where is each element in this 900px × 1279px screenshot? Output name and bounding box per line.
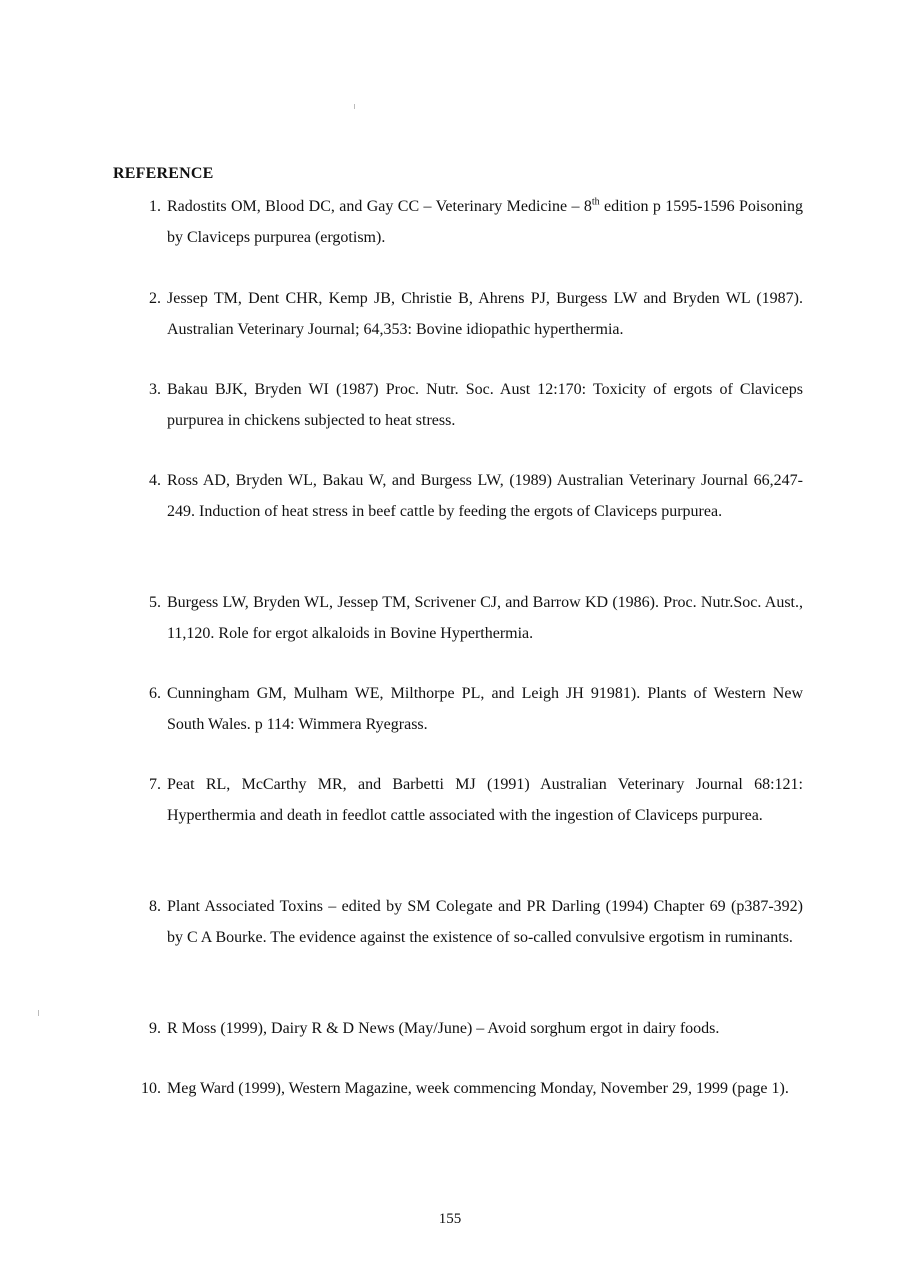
page-number: 155 xyxy=(438,1211,462,1227)
reference-item-7 xyxy=(133,769,803,831)
reference-item-1 xyxy=(133,191,803,253)
reference-text: Ross AD, Bryden WL, Bakau W, and Burgess LW, (1989) Australian Veterinary Journal 66,247-249. Induction of heat stress in beef cattle by feeding the ergots of Claviceps purpurea. xyxy=(167,472,803,520)
reference-number: 5. xyxy=(149,594,161,611)
reference-item-2 xyxy=(133,283,803,345)
reference-text: Cunningham GM, Mulham WE, Milthorpe PL, and Leigh JH 91981). Plants of Western New South Wales. p 114: Wimmera Ryegrass. xyxy=(167,685,803,733)
reference-number: 10. xyxy=(141,1080,161,1097)
reference-text: R Moss (1999), Dairy R & D News (May/June) – Avoid sorghum ergot in dairy foods. xyxy=(167,1020,720,1037)
reference-number: 4. xyxy=(149,472,161,489)
reference-text: Jessep TM, Dent CHR, Kemp JB, Christie B, Ahrens PJ, Burgess LW and Bryden WL (1987). Australian Veterinary Journal; 64,353: Bovine idiopathic hyperthermia. xyxy=(167,290,803,338)
reference-text: Plant Associated Toxins – edited by SM Colegate and PR Darling (1994) Chapter 69 (p387-392) by C A Bourke. The evidence against the existence of so-called convulsive ergotism in ruminants. xyxy=(167,898,803,946)
reference-number: 9. xyxy=(149,1020,161,1037)
reference-text: Bakau BJK, Bryden WI (1987) Proc. Nutr. Soc. Aust 12:170: Toxicity of ergots of Claviceps purpurea in chickens subjected to heat stress. xyxy=(167,381,803,429)
reference-text: Burgess LW, Bryden WL, Jessep TM, Scrivener CJ, and Barrow KD (1986). Proc. Nutr.Soc. Aust., 11,120. Role for ergot alkaloids in Bovine Hyperthermia. xyxy=(167,594,803,642)
reference-item-8 xyxy=(133,891,803,953)
reference-number: 8. xyxy=(149,898,161,915)
reference-number: 3. xyxy=(149,381,161,398)
reference-item-4 xyxy=(133,465,803,527)
reference-item-5 xyxy=(133,587,803,649)
reference-number: 7. xyxy=(149,776,161,793)
reference-item-10 xyxy=(133,1073,803,1104)
reference-number: 6. xyxy=(149,685,161,702)
reference-text: Peat RL, McCarthy MR, and Barbetti MJ (1991) Australian Veterinary Journal 68:121: Hyperthermia and death in feedlot cattle associated with the ingestion of Claviceps purpurea. xyxy=(167,776,803,824)
reference-heading: REFERENCE xyxy=(113,165,214,182)
reference-item-6 xyxy=(133,678,803,740)
reference-item-9 xyxy=(133,1013,803,1044)
reference-text: Meg Ward (1999), Western Magazine, week commencing Monday, November 29, 1999 (page 1). xyxy=(167,1080,789,1097)
reference-number: 2. xyxy=(149,290,161,307)
reference-item-3 xyxy=(133,374,803,436)
reference-text: Radostits OM, Blood DC, and Gay CC – Veterinary Medicine – 8th edition p 1595-1596 Poisoning by Claviceps purpurea (ergotism). xyxy=(167,196,804,246)
reference-number: 1. xyxy=(149,198,161,215)
